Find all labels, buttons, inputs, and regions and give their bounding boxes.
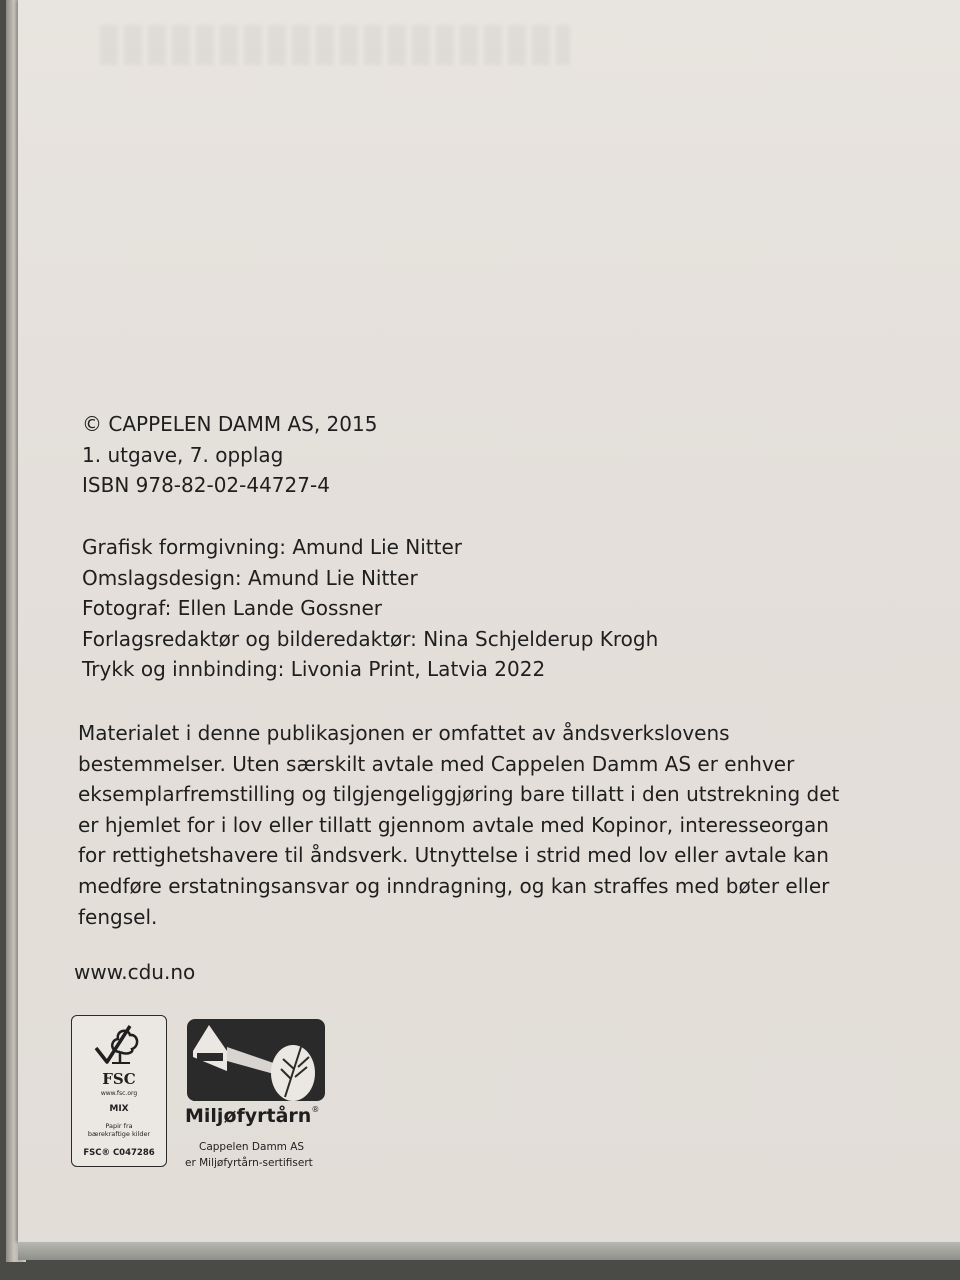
legal-line: fengsel. <box>78 904 158 929</box>
legal-line: for rettighetshavere til åndsverk. Utnyttelse i strid med lov eller avtale kan <box>78 843 829 868</box>
legal-line: er hjemlet for i lov eller tillatt gjennom avtale med Kopinor, interesseorgan <box>78 812 829 837</box>
fsc-paper-line: Papir fra <box>105 1122 133 1130</box>
isbn-line: ISBN 978-82-02-44727-4 <box>82 473 330 497</box>
miljofyrtarn-name: Miljøfyrtårn <box>185 1105 312 1127</box>
fsc-tree-check-icon <box>90 1022 148 1070</box>
credits-block <box>82 532 658 685</box>
copyright-line: © CAPPELEN DAMM AS, 2015 <box>82 412 378 436</box>
fsc-license-code: FSC® C047286 <box>83 1148 155 1158</box>
fsc-web: www.fsc.org <box>100 1090 138 1097</box>
fsc-logo <box>71 1015 167 1167</box>
legal-line: Materialet i denne publikasjonen er omfattet av åndsverkslovens <box>78 721 730 745</box>
lighthouse-leaf-icon <box>185 1017 327 1103</box>
miljofyrtarn-wordmark <box>185 1105 319 1127</box>
credit-graphic-design: Grafisk formgivning: Amund Lie Nitter <box>82 535 463 559</box>
publisher-url: www.cdu.no <box>74 960 196 984</box>
legal-line: eksemplarfremstilling og tilgjengeliggjøring bare tillatt i den utstrekning det <box>78 782 840 807</box>
legal-line: medføre erstatningsansvar og inndragning, og kan straffes med bøter eller <box>78 873 830 898</box>
legal-notice <box>78 718 839 932</box>
fsc-paper-line: bærekraftige kilder <box>87 1130 151 1138</box>
miljofyrtarn-logo <box>185 1017 330 1169</box>
fsc-wordmark: FSC <box>102 1070 136 1088</box>
show-through-text <box>100 25 570 65</box>
fsc-paper-text <box>72 1122 166 1138</box>
credit-cover-design: Omslagsdesign: Amund Lie Nitter <box>82 565 418 590</box>
credit-editor: Forlagsredaktør og bilderedaktør: Nina Schjelderup Krogh <box>82 626 659 651</box>
edition-line: 1. utgave, 7. opplag <box>82 442 284 467</box>
registered-mark: ® <box>311 1105 320 1114</box>
legal-line: bestemmelser. Uten særskilt avtale med Cappelen Damm AS er enhver <box>78 751 795 776</box>
credit-photographer: Fotograf: Ellen Lande Gossner <box>82 596 382 620</box>
miljofyrtarn-company: Cappelen Damm AS <box>199 1141 305 1153</box>
credit-printing: Trykk og innbinding: Livonia Print, Latvia 2022 <box>82 657 546 681</box>
fsc-mix: MIX <box>109 1104 129 1114</box>
copyright-block <box>82 409 377 501</box>
page-bottom-edge <box>18 1242 960 1260</box>
miljofyrtarn-certified: er Miljøfyrtårn-sertifisert <box>185 1157 313 1169</box>
